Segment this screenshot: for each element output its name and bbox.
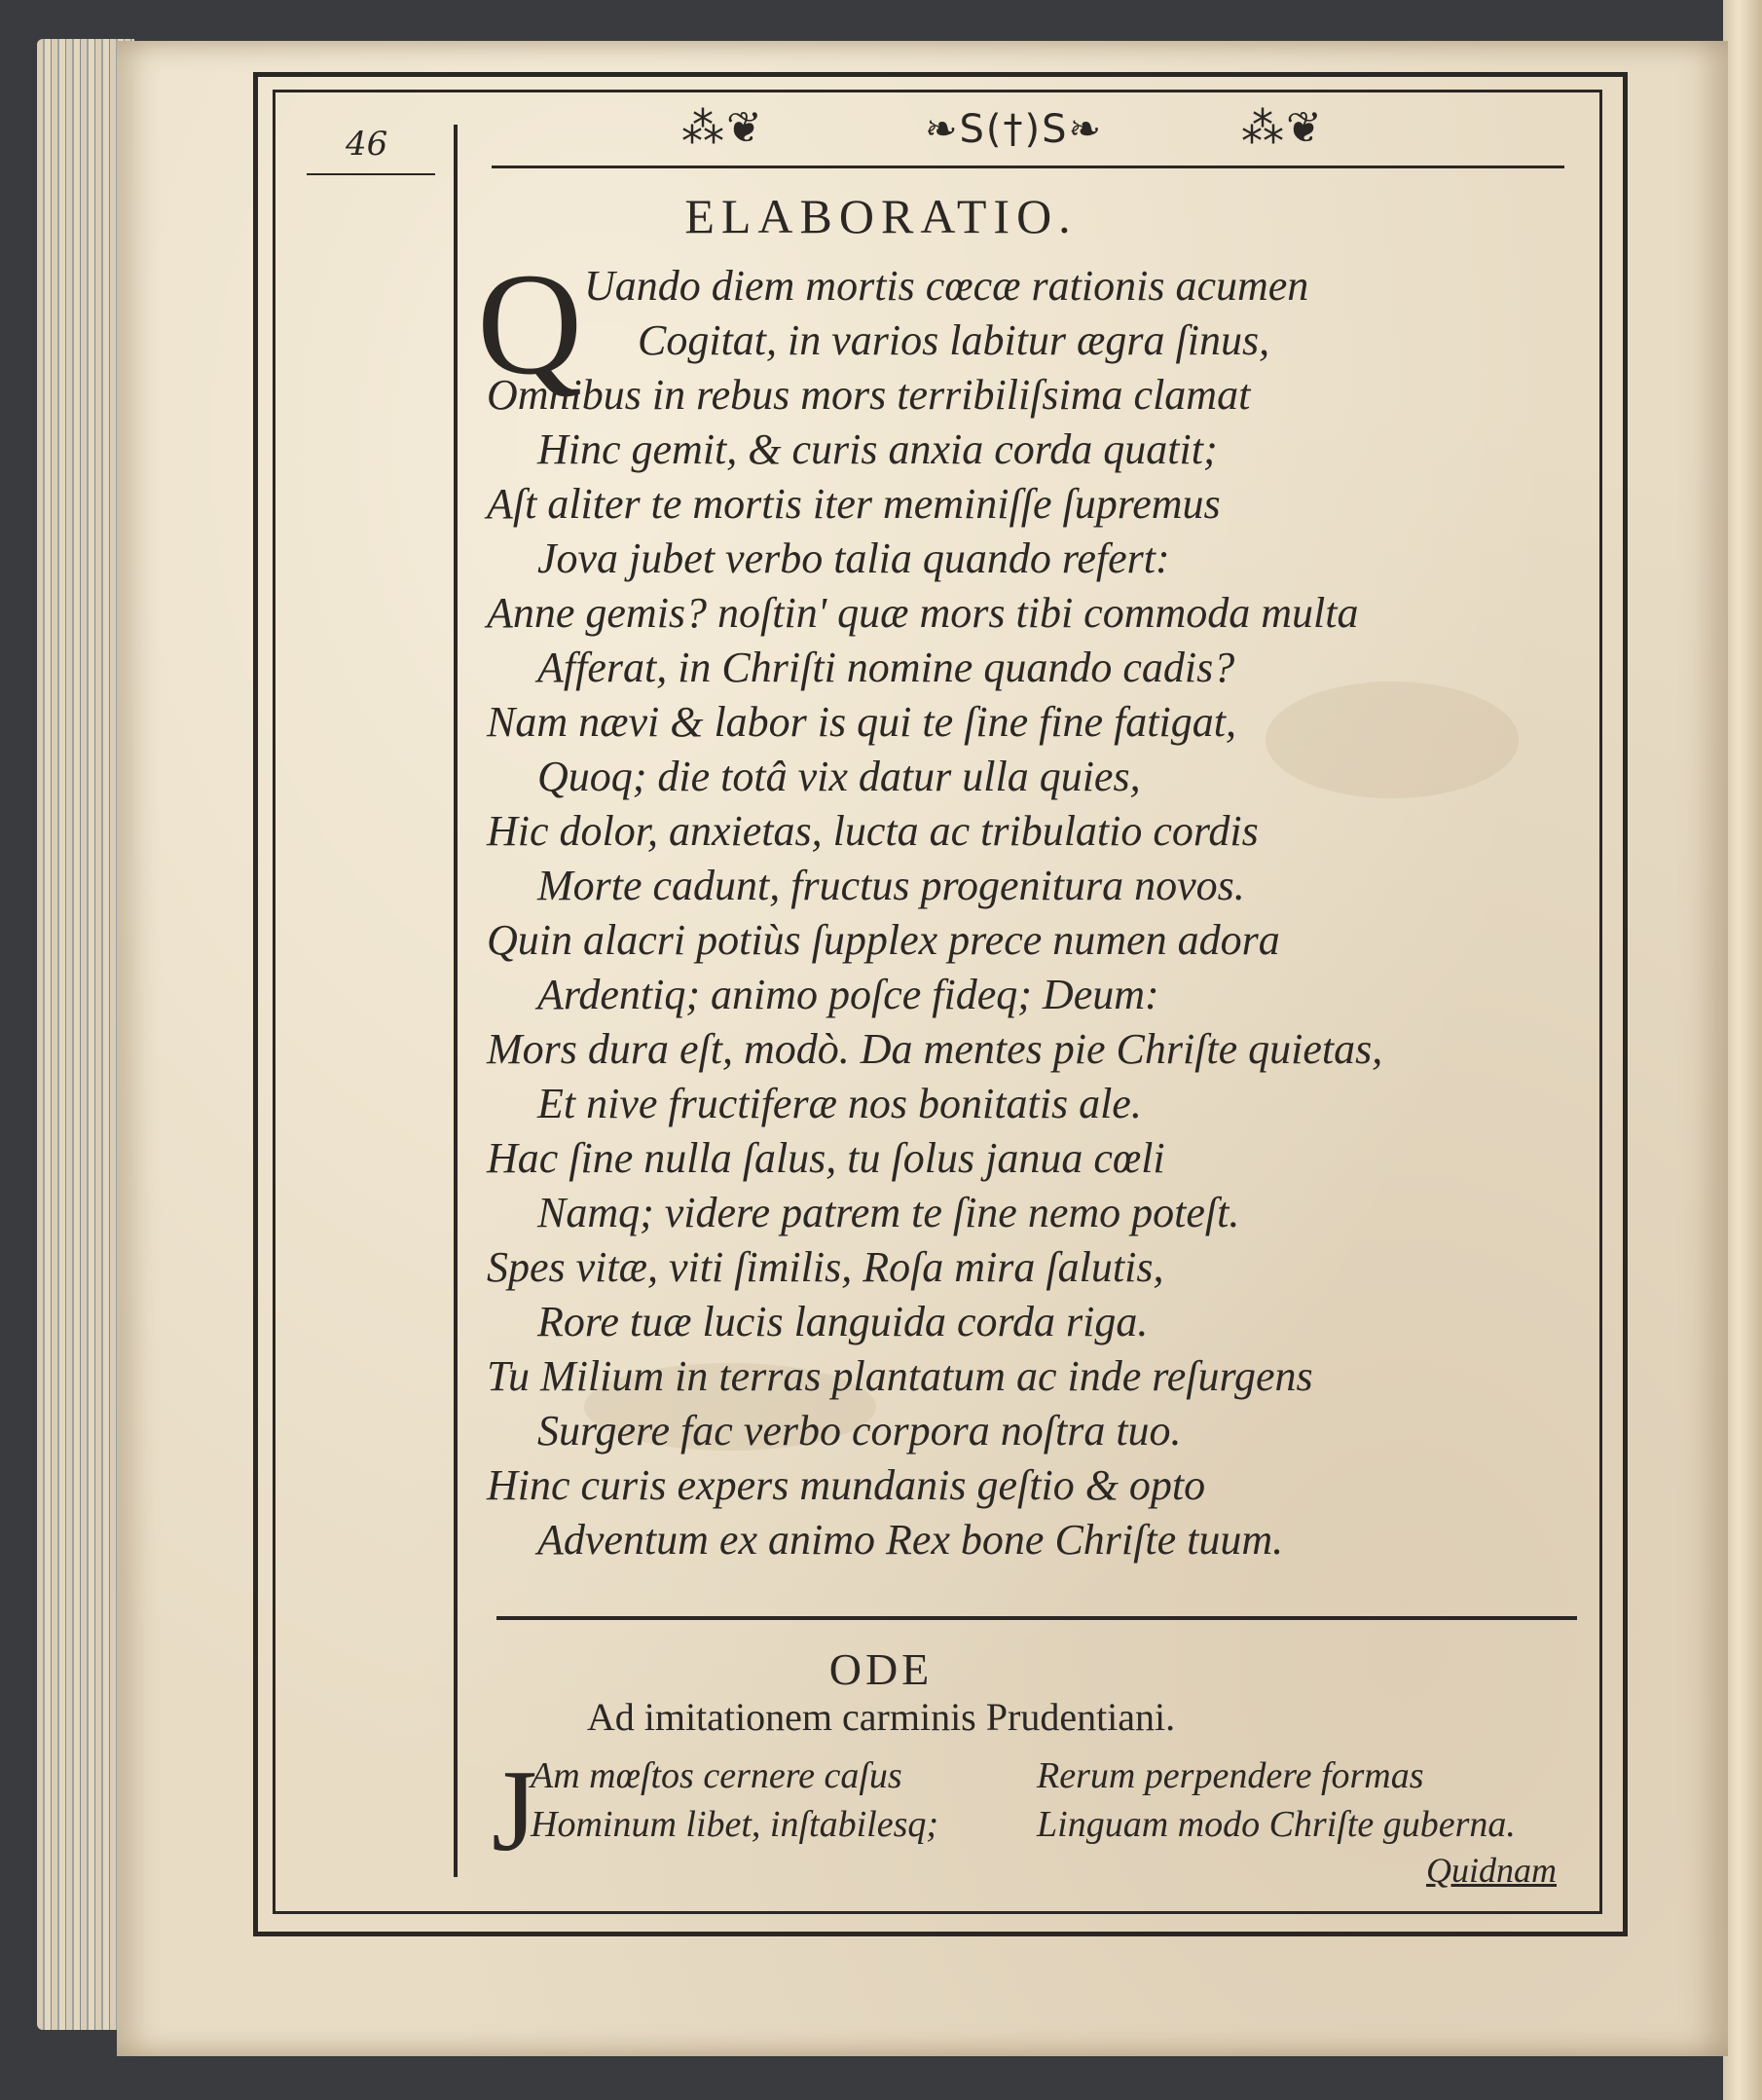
- margin-rule: [454, 125, 458, 1877]
- poem-line: Et nive fructiferæ nos bonitatis ale.: [537, 1080, 1142, 1127]
- fleuron-left-icon: ⁂❦: [681, 103, 764, 153]
- section-title-elaboratio: ELABORATIO.: [684, 189, 1078, 243]
- poem-line: Hic dolor, anxietas, lucta ac tribulatio cordis: [487, 807, 1259, 855]
- poem-line: Adventum ex animo Rex bone Chriſte tuum.: [537, 1516, 1284, 1564]
- ode-left-line: Hominum libet, inſtabilesq;: [531, 1804, 939, 1845]
- fleuron-center-icon: ❧S(†)S❧: [925, 107, 1104, 152]
- poem-line: Quoq; die totâ vix datur ulla quies,: [537, 753, 1141, 800]
- facing-page-edge: [1723, 0, 1762, 2100]
- poem-line: Omnibus in rebus mors terribiliſsima clamat: [487, 371, 1251, 419]
- poem-line: Hinc gemit, & curis anxia corda quatit;: [537, 425, 1218, 473]
- section-title-ode: ODE: [828, 1644, 934, 1694]
- poem-line: Tu Milium in terras plantatum ac inde reſurgens: [487, 1352, 1313, 1400]
- page-number: 46: [346, 125, 388, 164]
- section-divider: [496, 1616, 1577, 1620]
- header-rule: [492, 166, 1564, 168]
- poem-line: Hinc curis expers mundanis geſtio & opto: [487, 1461, 1206, 1509]
- fleuron-right-icon: ⁂❦: [1241, 103, 1324, 153]
- poem-line: Ardentiq; animo poſce fideq; Deum:: [537, 971, 1159, 1018]
- ode-left-line: Am mœſtos cernere caſus: [531, 1755, 902, 1796]
- page-number-rule: [307, 173, 435, 175]
- poem-line: Spes vitæ, viti ſimilis, Roſa mira ſalutis,: [487, 1243, 1164, 1291]
- poem-line: Jova jubet verbo talia quando refert:: [537, 534, 1170, 582]
- poem-line: Afferat, in Chriſti nomine quando cadis?: [537, 644, 1235, 691]
- ode-right-line: Linguam modo Chriſte guberna.: [1037, 1804, 1516, 1845]
- poem-line: Surgere fac verbo corpora noſtra tuo.: [537, 1407, 1182, 1455]
- poem-line: Rore tuæ lucis languida corda riga.: [537, 1298, 1149, 1345]
- drop-cap-j: J: [492, 1746, 537, 1875]
- poem-line: Namq; videre patrem te ſine nemo poteſt.: [537, 1189, 1240, 1236]
- ode-right-line: Rerum perpendere formas: [1037, 1755, 1424, 1796]
- poem-line: Cogitat, in varios labitur ægra ſinus,: [638, 316, 1270, 364]
- catchword: Quidnam: [1426, 1851, 1557, 1890]
- poem-line: Quin alacri potiùs ſupplex prece numen adora: [487, 916, 1280, 964]
- poem-line: Anne gemis? noſtin' quæ mors tibi commoda multa: [487, 589, 1359, 637]
- poem-line: Aſt aliter te mortis iter meminiſſe ſupremus: [487, 480, 1221, 528]
- ode-subtitle: Ad imitationem carminis Prudentiani.: [586, 1695, 1176, 1739]
- poem-line: Hac ſine nulla ſalus, tu ſolus janua cœli: [487, 1134, 1165, 1182]
- poem-line: Mors dura eſt, modò. Da mentes pie Chriſte quietas,: [487, 1025, 1383, 1073]
- drop-cap-q: Q: [477, 243, 583, 405]
- poem-line: Nam nævi & labor is qui te ſine fine fatigat,: [487, 698, 1236, 746]
- poem-line: Uando diem mortis cœcæ rationis acumen: [584, 262, 1309, 310]
- poem-line: Morte cadunt, fructus progenitura novos.: [537, 862, 1245, 909]
